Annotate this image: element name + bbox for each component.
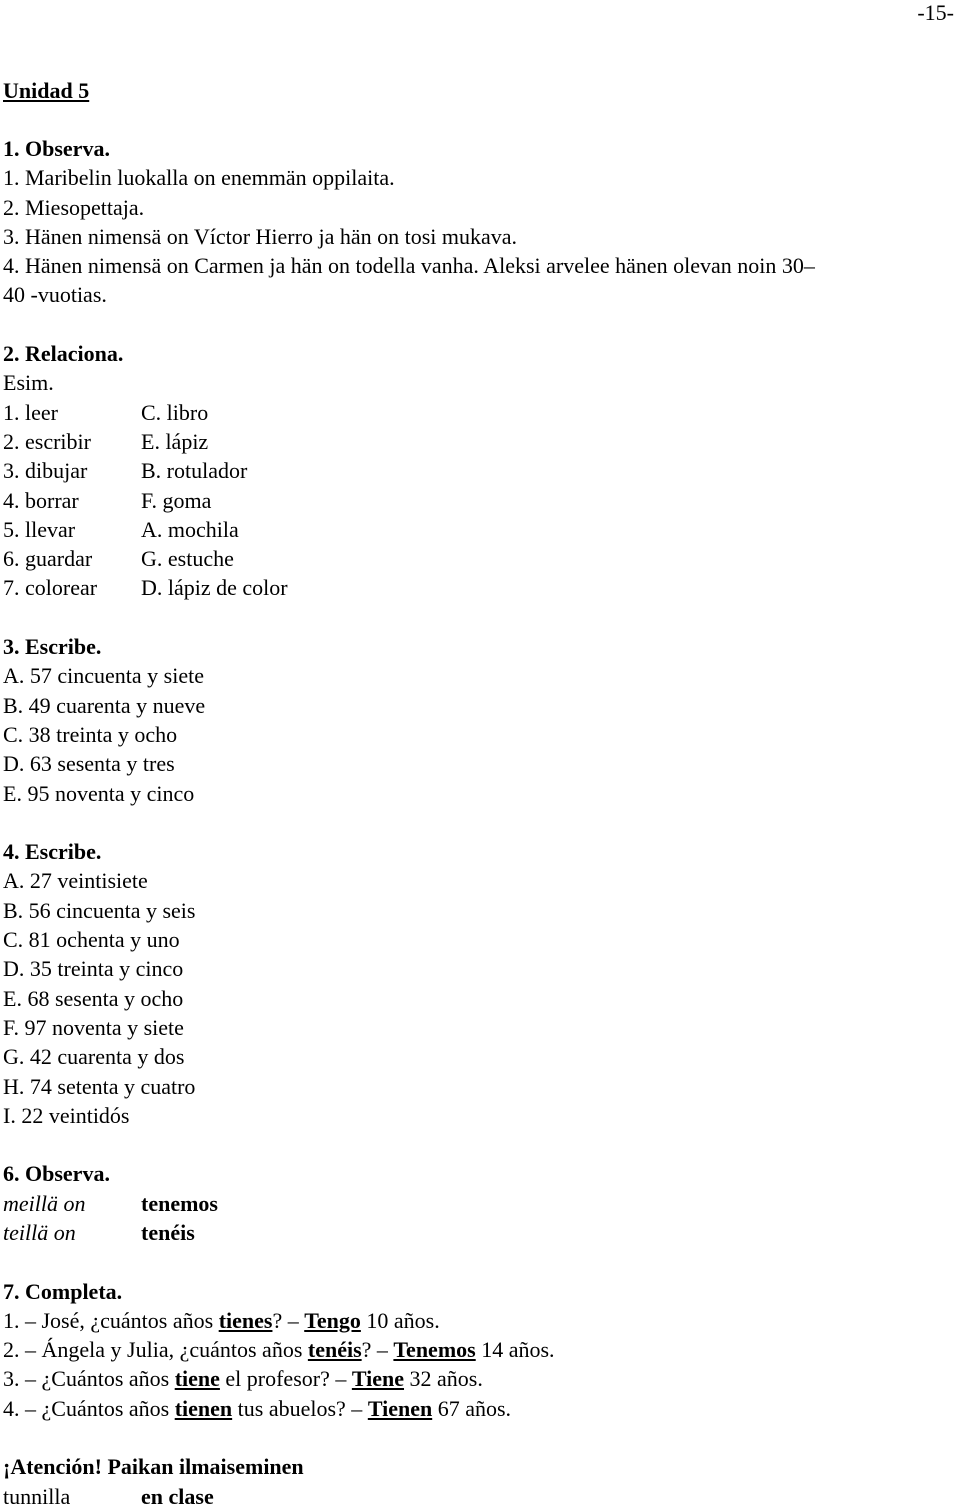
list-item xyxy=(3,1394,948,1423)
spanish-verb: tenemos xyxy=(141,1190,218,1216)
noun: G. estuche xyxy=(141,546,234,572)
answer-verb: tenéis xyxy=(307,1337,362,1363)
noun: B. rotulador xyxy=(141,458,248,484)
list-item: A. 27 veintisiete xyxy=(3,868,148,894)
section-escribe-3 xyxy=(3,632,948,808)
unit-title: Unidad 5 xyxy=(3,78,90,103)
conjugation-table xyxy=(3,1189,948,1248)
section-heading: 1. Observa. xyxy=(3,136,110,161)
verb: 1. leer xyxy=(3,399,58,425)
list-item: I. 22 veintidós xyxy=(3,1102,130,1128)
section-escribe-4 xyxy=(3,837,948,1130)
noun: F. goma xyxy=(141,487,212,513)
sentence-part: 32 años. xyxy=(404,1366,483,1392)
list-item xyxy=(3,1364,948,1393)
list-item xyxy=(3,1335,948,1364)
list-item: F. 97 noventa y siete xyxy=(3,1014,184,1040)
section-observa-6 xyxy=(3,1159,948,1247)
list-item: 40 -vuotias. xyxy=(3,282,107,308)
section-observa-1 xyxy=(3,134,948,310)
spanish-phrase: en clase xyxy=(141,1483,214,1509)
verb: 6. guardar xyxy=(3,546,93,572)
document-body xyxy=(3,76,948,1511)
section-heading: ¡Atención! Paikan ilmaiseminen xyxy=(3,1454,304,1480)
verb: 4. borrar xyxy=(3,487,79,513)
sentence-part: tus abuelos? – xyxy=(232,1395,368,1421)
section-completa xyxy=(3,1277,948,1423)
answer-verb: tiene xyxy=(174,1366,220,1392)
section-heading: 4. Escribe. xyxy=(3,839,102,865)
list-item: A. 57 cincuenta y siete xyxy=(3,663,204,689)
section-heading: 3. Escribe. xyxy=(3,634,102,660)
finnish-phrase: meillä on xyxy=(3,1190,86,1216)
sentence-part: el profesor? – xyxy=(219,1366,352,1392)
sentence-part: ? – xyxy=(361,1337,394,1363)
verb: 7. colorear xyxy=(3,575,98,601)
sentence-part: ? – xyxy=(272,1307,305,1333)
example-label: Esim. xyxy=(3,370,54,396)
list-item: D. 63 sesenta y tres xyxy=(3,751,175,777)
list-item xyxy=(3,1306,948,1335)
section-heading: 2. Relaciona. xyxy=(3,341,124,367)
list-item: 3. Hänen nimensä on Víctor Hierro ja hän on tosi mukava. xyxy=(3,223,518,249)
list-item: D. 35 treinta y cinco xyxy=(3,956,184,982)
list-item: C. 38 treinta y ocho xyxy=(3,721,178,747)
list-item: B. 49 cuarenta y nueve xyxy=(3,692,206,718)
section-heading: 6. Observa. xyxy=(3,1161,110,1187)
list-item: B. 56 cincuenta y seis xyxy=(3,897,196,923)
sentence-part: 14 años. xyxy=(475,1337,555,1363)
answer-verb: tienen xyxy=(174,1395,233,1421)
answer-verb: Tiene xyxy=(351,1366,405,1392)
list-item: C. 81 ochenta y uno xyxy=(3,927,180,953)
noun: C. libro xyxy=(141,399,209,425)
sentence-part: 4. – ¿Cuántos años xyxy=(3,1395,175,1421)
noun: A. mochila xyxy=(141,516,239,542)
section-heading: 7. Completa. xyxy=(3,1278,123,1304)
sentence-part: 10 años. xyxy=(360,1307,440,1333)
list-item: E. 68 sesenta y ocho xyxy=(3,985,184,1011)
noun: E. lápiz xyxy=(141,428,209,454)
list-item: 2. Miesopettaja. xyxy=(3,194,145,220)
sentence-part: 1. – José, ¿cuántos años xyxy=(3,1307,219,1333)
section-relaciona xyxy=(3,339,948,603)
sentence-part: 3. – ¿Cuántos años xyxy=(3,1366,175,1392)
finnish-phrase: tunnilla xyxy=(3,1483,71,1509)
location-pair xyxy=(3,1482,948,1511)
answer-verb: tienes xyxy=(218,1307,273,1333)
answer-verb: Tengo xyxy=(304,1307,361,1333)
verb: 5. llevar xyxy=(3,516,76,542)
answer-verb: Tienen xyxy=(367,1395,433,1421)
sentence-part: 67 años. xyxy=(432,1395,512,1421)
spanish-verb: tenéis xyxy=(141,1219,195,1245)
list-item: G. 42 cuarenta y dos xyxy=(3,1044,185,1070)
finnish-phrase: teillä on xyxy=(3,1219,76,1245)
answer-verb: Tenemos xyxy=(393,1337,476,1363)
list-item: 1. Maribelin luokalla on enemmän oppilaita. xyxy=(3,165,395,191)
list-item: H. 74 setenta y cuatro xyxy=(3,1073,196,1099)
verb: 3. dibujar xyxy=(3,458,88,484)
page-number: -15- xyxy=(917,0,954,25)
list-item: E. 95 noventa y cinco xyxy=(3,780,195,806)
section-atencion xyxy=(3,1452,948,1511)
verb: 2. escribir xyxy=(3,428,91,454)
list-item: 4. Hänen nimensä on Carmen ja hän on todella vanha. Aleksi arvelee hänen olevan noin 30– xyxy=(3,253,815,279)
sentence-part: 2. – Ángela y Julia, ¿cuántos años xyxy=(3,1337,308,1363)
match-pairs xyxy=(3,398,948,603)
noun: D. lápiz de color xyxy=(141,575,288,601)
